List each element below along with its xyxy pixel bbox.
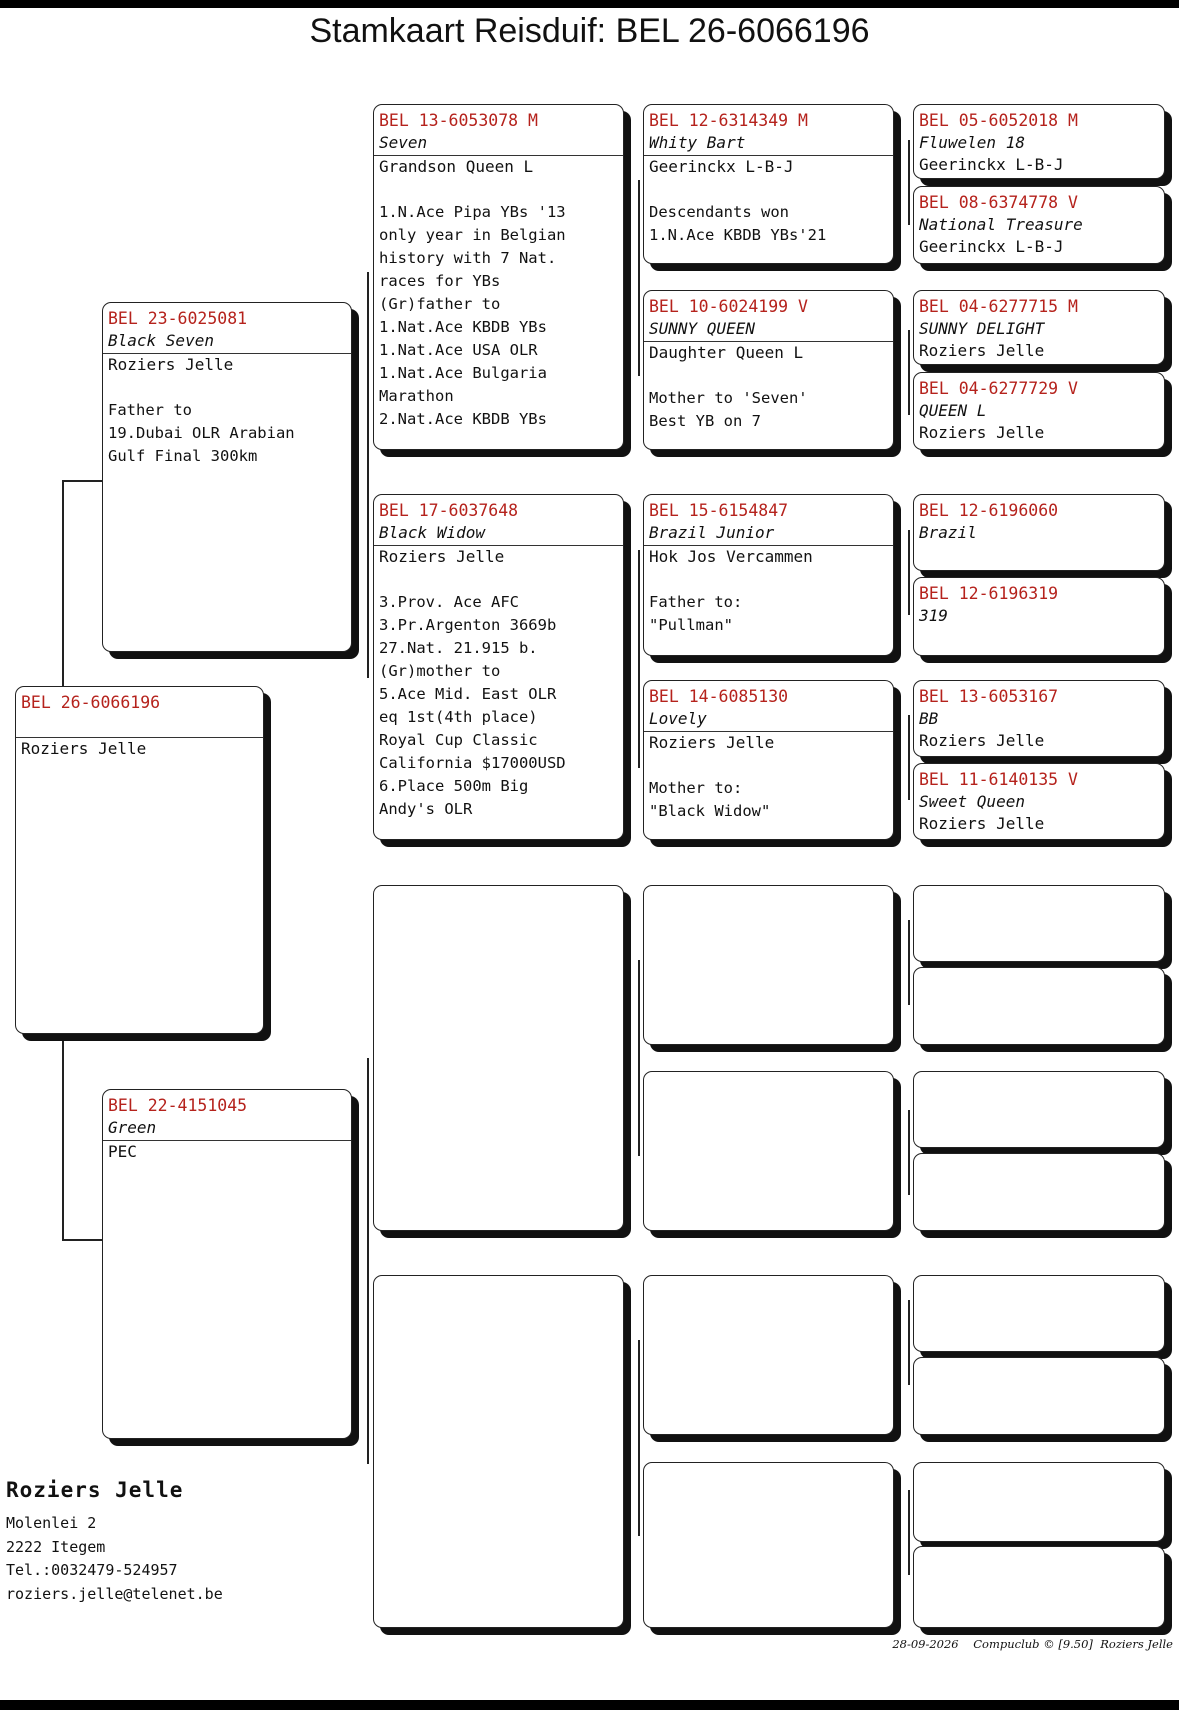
pigeon-card-mother[interactable] [102,1089,352,1439]
pigeon-card-fmmm[interactable] [913,763,1165,840]
pigeon-card-mfmm[interactable] [913,1153,1165,1231]
pigeon-owner: PEC [108,1142,137,1161]
pigeon-card-mmmf[interactable] [913,1462,1165,1542]
pigeon-owner: Roziers Jelle [919,731,1045,750]
pigeon-card-ffff[interactable] [913,104,1165,179]
pigeon-notes: Father to 19.Dubai OLR Arabian Gulf Final 300km [108,401,295,465]
ring-number: BEL 26-6066196 [21,693,161,712]
ring-number: BEL 13-6053078 M [379,111,538,130]
ring-number: BEL 12-6196060 [919,501,1059,520]
pigeon-card-fmfm[interactable] [913,577,1165,656]
pigeon-owner: Geerinckx L-B-J [649,157,794,176]
footer-software: Compuclub © [9.50] [973,1637,1093,1651]
page-title: Stamkaart Reisduif: BEL 26-6066196 [309,12,870,50]
pigeon-name: Lovely [649,709,707,728]
ring-number: BEL 22-4151045 [108,1096,248,1115]
ring-number: BEL 11-6140135 V [919,770,1078,789]
pigeon-name [21,714,258,736]
pigeon-name: Brazil Junior [649,523,775,542]
ring-number: BEL 05-6052018 M [919,111,1078,130]
ring-number: BEL 13-6053167 [919,687,1059,706]
pigeon-card-ffmm[interactable] [913,372,1165,450]
pigeon-card-mff[interactable] [643,885,894,1045]
pigeon-notes: Descendants won 1.N.Ace KBDB YBs'21 [649,203,827,244]
ring-number: BEL 17-6037648 [379,501,519,520]
breeder-email[interactable]: roziers.jelle@telenet.be [6,1584,223,1603]
pigeon-name: 319 [919,606,948,625]
pigeon-card-mf[interactable] [373,885,624,1231]
pigeon-card-fmff[interactable] [913,494,1165,571]
pigeon-notes: Mother to 'Seven' Best YB on 7 [649,389,808,430]
pigeon-name: QUEEN L [919,401,987,420]
pigeon-name: Black Widow [379,523,485,542]
pigeon-owner: Roziers Jelle [108,355,234,374]
pigeon-card-fmm[interactable] [643,680,894,840]
pigeon-card-mmf[interactable] [643,1275,894,1435]
pigeon-owner: Roziers Jelle [649,733,775,752]
pigeon-card-mmm[interactable] [643,1462,894,1628]
pigeon-owner: Roziers Jelle [919,423,1045,442]
pigeon-card-subject[interactable] [15,686,264,1034]
pigeon-card-mm[interactable] [373,1275,624,1628]
pigeon-name: National Treasure [919,215,1083,234]
pigeon-name: Seven [379,133,428,152]
pigeon-owner: Geerinckx L-B-J [919,155,1064,174]
ring-number: BEL 23-6025081 [108,309,248,328]
pigeon-card-fffm[interactable] [913,186,1165,264]
footer-owner: Roziers Jelle [1100,1637,1173,1651]
pigeon-card-mmfm[interactable] [913,1357,1165,1435]
pigeon-name: SUNNY DELIGHT [919,319,1045,338]
pigeon-card-mmff[interactable] [913,1275,1165,1352]
pigeon-owner: Roziers Jelle [379,547,505,566]
ring-number: BEL 08-6374778 V [919,193,1078,212]
breeder-info [6,1478,223,1606]
pigeon-card-fmf[interactable] [643,494,894,656]
breeder-phone: Tel.:0032479-524957 [6,1561,178,1579]
footer [892,1637,1173,1651]
pigeon-card-mfmf[interactable] [913,1071,1165,1148]
pigeon-card-ffm[interactable] [643,290,894,450]
pigeon-card-mmmm[interactable] [913,1546,1165,1628]
ring-number: BEL 10-6024199 V [649,297,808,316]
pigeon-notes: Father to: "Pullman" [649,593,743,634]
pigeon-notes: Mother to: "Black Widow" [649,779,771,820]
pigeon-card-mfff[interactable] [913,885,1165,962]
pigeon-owner: Hok Jos Vercammen [649,547,813,566]
breeder-city: 2222 Itegem [6,1537,106,1556]
pigeon-name: BB [919,709,939,728]
ring-number: BEL 04-6277715 M [919,297,1078,316]
pigeon-name: SUNNY QUEEN [649,319,755,338]
ring-number: BEL 15-6154847 [649,501,789,520]
breeder-name: Roziers Jelle [6,1478,184,1502]
pigeon-owner: Grandson Queen L [379,157,534,176]
ring-number: BEL 04-6277729 V [919,379,1078,398]
bottom-bar [0,1700,1179,1710]
pigeon-owner: Daughter Queen L [649,343,804,362]
pigeon-name: Black Seven [108,331,214,350]
pigeon-owner: Roziers Jelle [21,739,147,758]
pigeon-card-father[interactable] [102,302,352,652]
pigeon-card-fff[interactable] [643,104,894,264]
pigeon-name: Brazil [919,523,977,542]
pigeon-card-ffmf[interactable] [913,290,1165,365]
breeder-address: Molenlei 2 [6,1514,97,1532]
ring-number: BEL 12-6314349 M [649,111,808,130]
ring-number: BEL 14-6085130 [649,687,789,706]
pigeon-card-mfm[interactable] [643,1071,894,1231]
pigeon-owner: Roziers Jelle [919,341,1045,360]
pigeon-notes: 3.Prov. Ace AFC 3.Pr.Argenton 3669b 27.Nat. 21.915 b. (Gr)mother to 5.Ace Mid. East OLR eq 1st(4th place) Royal Cup Classic California $17000USD 6.Place 500m Big Andy's OLR [379,593,566,818]
pigeon-card-ff[interactable] [373,104,624,450]
pigeon-name: Sweet Queen [919,792,1025,811]
pigeon-owner: Roziers Jelle [919,814,1045,833]
pigeon-card-mffm[interactable] [913,967,1165,1045]
pigeon-name: Green [108,1118,157,1137]
pigeon-card-fm[interactable] [373,494,624,840]
pigeon-notes: 1.N.Ace Pipa YBs '13 only year in Belgian history with 7 Nat. races for YBs (Gr)father to 1.Nat.Ace KBDB YBs 1.Nat.Ace USA OLR 1.Nat.Ace Bulgaria Marathon 2.Nat.Ace KBDB YBs [379,203,566,428]
pigeon-card-fmmf[interactable] [913,680,1165,757]
pigeon-name: Fluwelen 18 [919,133,1025,152]
top-bar [0,0,1179,8]
pigeon-owner: Geerinckx L-B-J [919,237,1064,256]
pigeon-name: Whity Bart [649,133,746,152]
footer-date: 28-09-2026 [892,1637,959,1651]
ring-number: BEL 12-6196319 [919,584,1059,603]
